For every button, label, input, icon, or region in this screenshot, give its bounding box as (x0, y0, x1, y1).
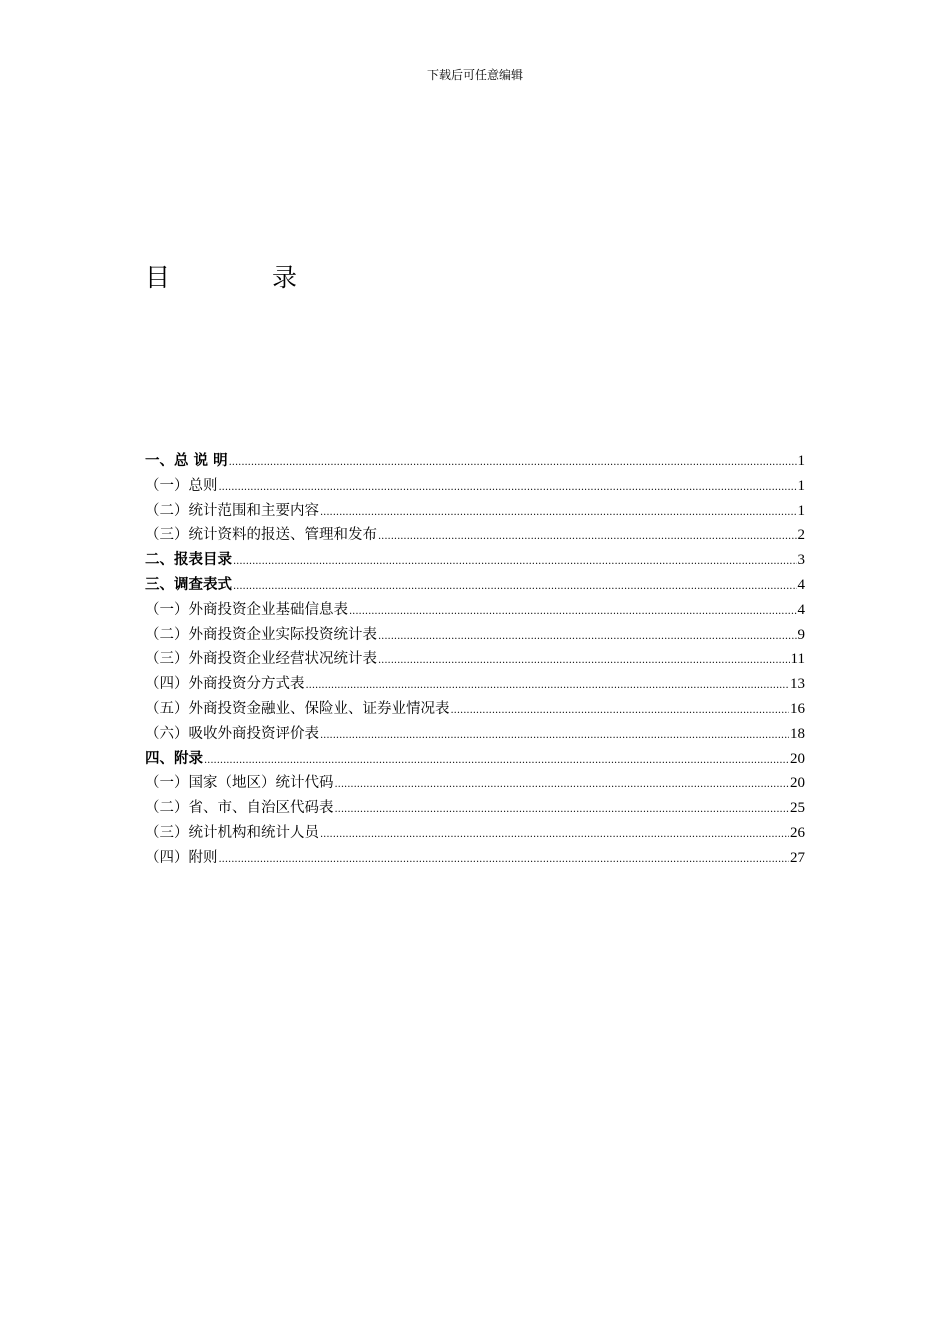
toc-entry-page-number: 25 (790, 800, 805, 817)
toc-entry-label: 四、附录 (145, 750, 203, 767)
toc-entry-label: （四）外商投资分方式表 (145, 676, 305, 693)
toc-entry-page-number: 3 (797, 552, 805, 569)
toc-leader-dots (233, 575, 797, 600)
toc-title-char-2: 录 (272, 263, 298, 292)
toc-entry-label: （五）外商投资金融业、保险业、证券业情况表 (145, 700, 450, 717)
toc-entry-page-number: 16 (790, 700, 805, 717)
toc-leader-dots (378, 649, 790, 674)
toc-title-char-1: 目 (145, 263, 171, 292)
toc-leader-dots (229, 451, 797, 476)
toc-entry-page-number: 11 (790, 651, 805, 668)
toc-leader-dots (233, 550, 797, 575)
toc-entry-label: （四）附则 (145, 849, 218, 866)
toc-entry-label: 一、总 说 明 (145, 453, 228, 469)
toc-entry-page-number: 1 (797, 453, 805, 469)
toc-entry[interactable] (145, 573, 805, 598)
toc-entry-label: 三、调查表式 (145, 576, 232, 593)
toc-entry-label: （二）统计范围和主要内容 (145, 502, 319, 519)
toc-entry-page-number: 4 (797, 601, 805, 618)
toc-entry-label: （六）吸收外商投资评价表 (145, 725, 319, 742)
toc-entry-label: （三）统计资料的报送、管理和发布 (145, 527, 377, 544)
toc-entry[interactable] (145, 722, 805, 747)
toc-leader-dots (306, 674, 790, 699)
toc-leader-dots (335, 773, 790, 798)
toc-leader-dots (320, 823, 789, 848)
toc-entry[interactable] (145, 846, 805, 871)
toc-entry-page-number: 20 (790, 775, 805, 792)
toc-entry-label: （二）外商投资企业实际投资统计表 (145, 626, 377, 643)
toc-entry[interactable] (145, 499, 805, 524)
page-header-note: 下载后可任意编辑 (426, 68, 523, 82)
toc-entry-page-number: 20 (790, 750, 805, 767)
toc-leader-dots (378, 625, 797, 650)
toc-leader-dots (451, 699, 790, 724)
toc-entry-label: （三）统计机构和统计人员 (145, 824, 319, 841)
toc-entry[interactable] (145, 647, 805, 672)
toc-entry-label: （二）省、市、自治区代码表 (145, 800, 334, 817)
toc-entry-page-number: 9 (797, 626, 805, 643)
toc-entry-page-number: 2 (797, 527, 805, 544)
toc-entry[interactable] (145, 474, 805, 499)
toc-entry-label: （一）总则 (145, 477, 218, 494)
toc-entry-label: （一）国家（地区）统计代码 (145, 775, 334, 792)
toc-entry-page-number: 1 (797, 502, 805, 519)
toc-entry[interactable] (145, 548, 805, 573)
table-of-contents (145, 449, 805, 871)
toc-entry-page-number: 27 (790, 849, 805, 866)
toc-leader-dots (320, 724, 789, 749)
toc-entry[interactable] (145, 771, 805, 796)
toc-entry[interactable] (145, 697, 805, 722)
toc-entry-page-number: 26 (790, 824, 805, 841)
toc-leader-dots (204, 749, 789, 774)
toc-entry[interactable] (145, 623, 805, 648)
toc-leader-dots (219, 848, 790, 873)
toc-entry-page-number: 1 (797, 477, 805, 494)
toc-entry[interactable] (145, 598, 805, 623)
toc-entry-page-number: 18 (790, 725, 805, 742)
toc-entry[interactable] (145, 821, 805, 846)
toc-entry-page-number: 4 (797, 576, 805, 593)
toc-entry[interactable] (145, 672, 805, 697)
toc-entry[interactable] (145, 523, 805, 548)
toc-entry-label: 二、报表目录 (145, 552, 232, 569)
toc-entry-label: （三）外商投资企业经营状况统计表 (145, 651, 377, 668)
toc-entry[interactable] (145, 747, 805, 772)
toc-leader-dots (219, 476, 797, 501)
toc-title (145, 258, 297, 294)
toc-entry-label: （一）外商投资企业基础信息表 (145, 601, 348, 618)
toc-entry[interactable] (145, 796, 805, 821)
toc-entry-page-number: 13 (790, 676, 805, 693)
toc-leader-dots (349, 600, 797, 625)
toc-leader-dots (320, 501, 797, 526)
toc-entry[interactable] (145, 449, 805, 474)
toc-leader-dots (335, 798, 790, 823)
toc-leader-dots (378, 525, 797, 550)
